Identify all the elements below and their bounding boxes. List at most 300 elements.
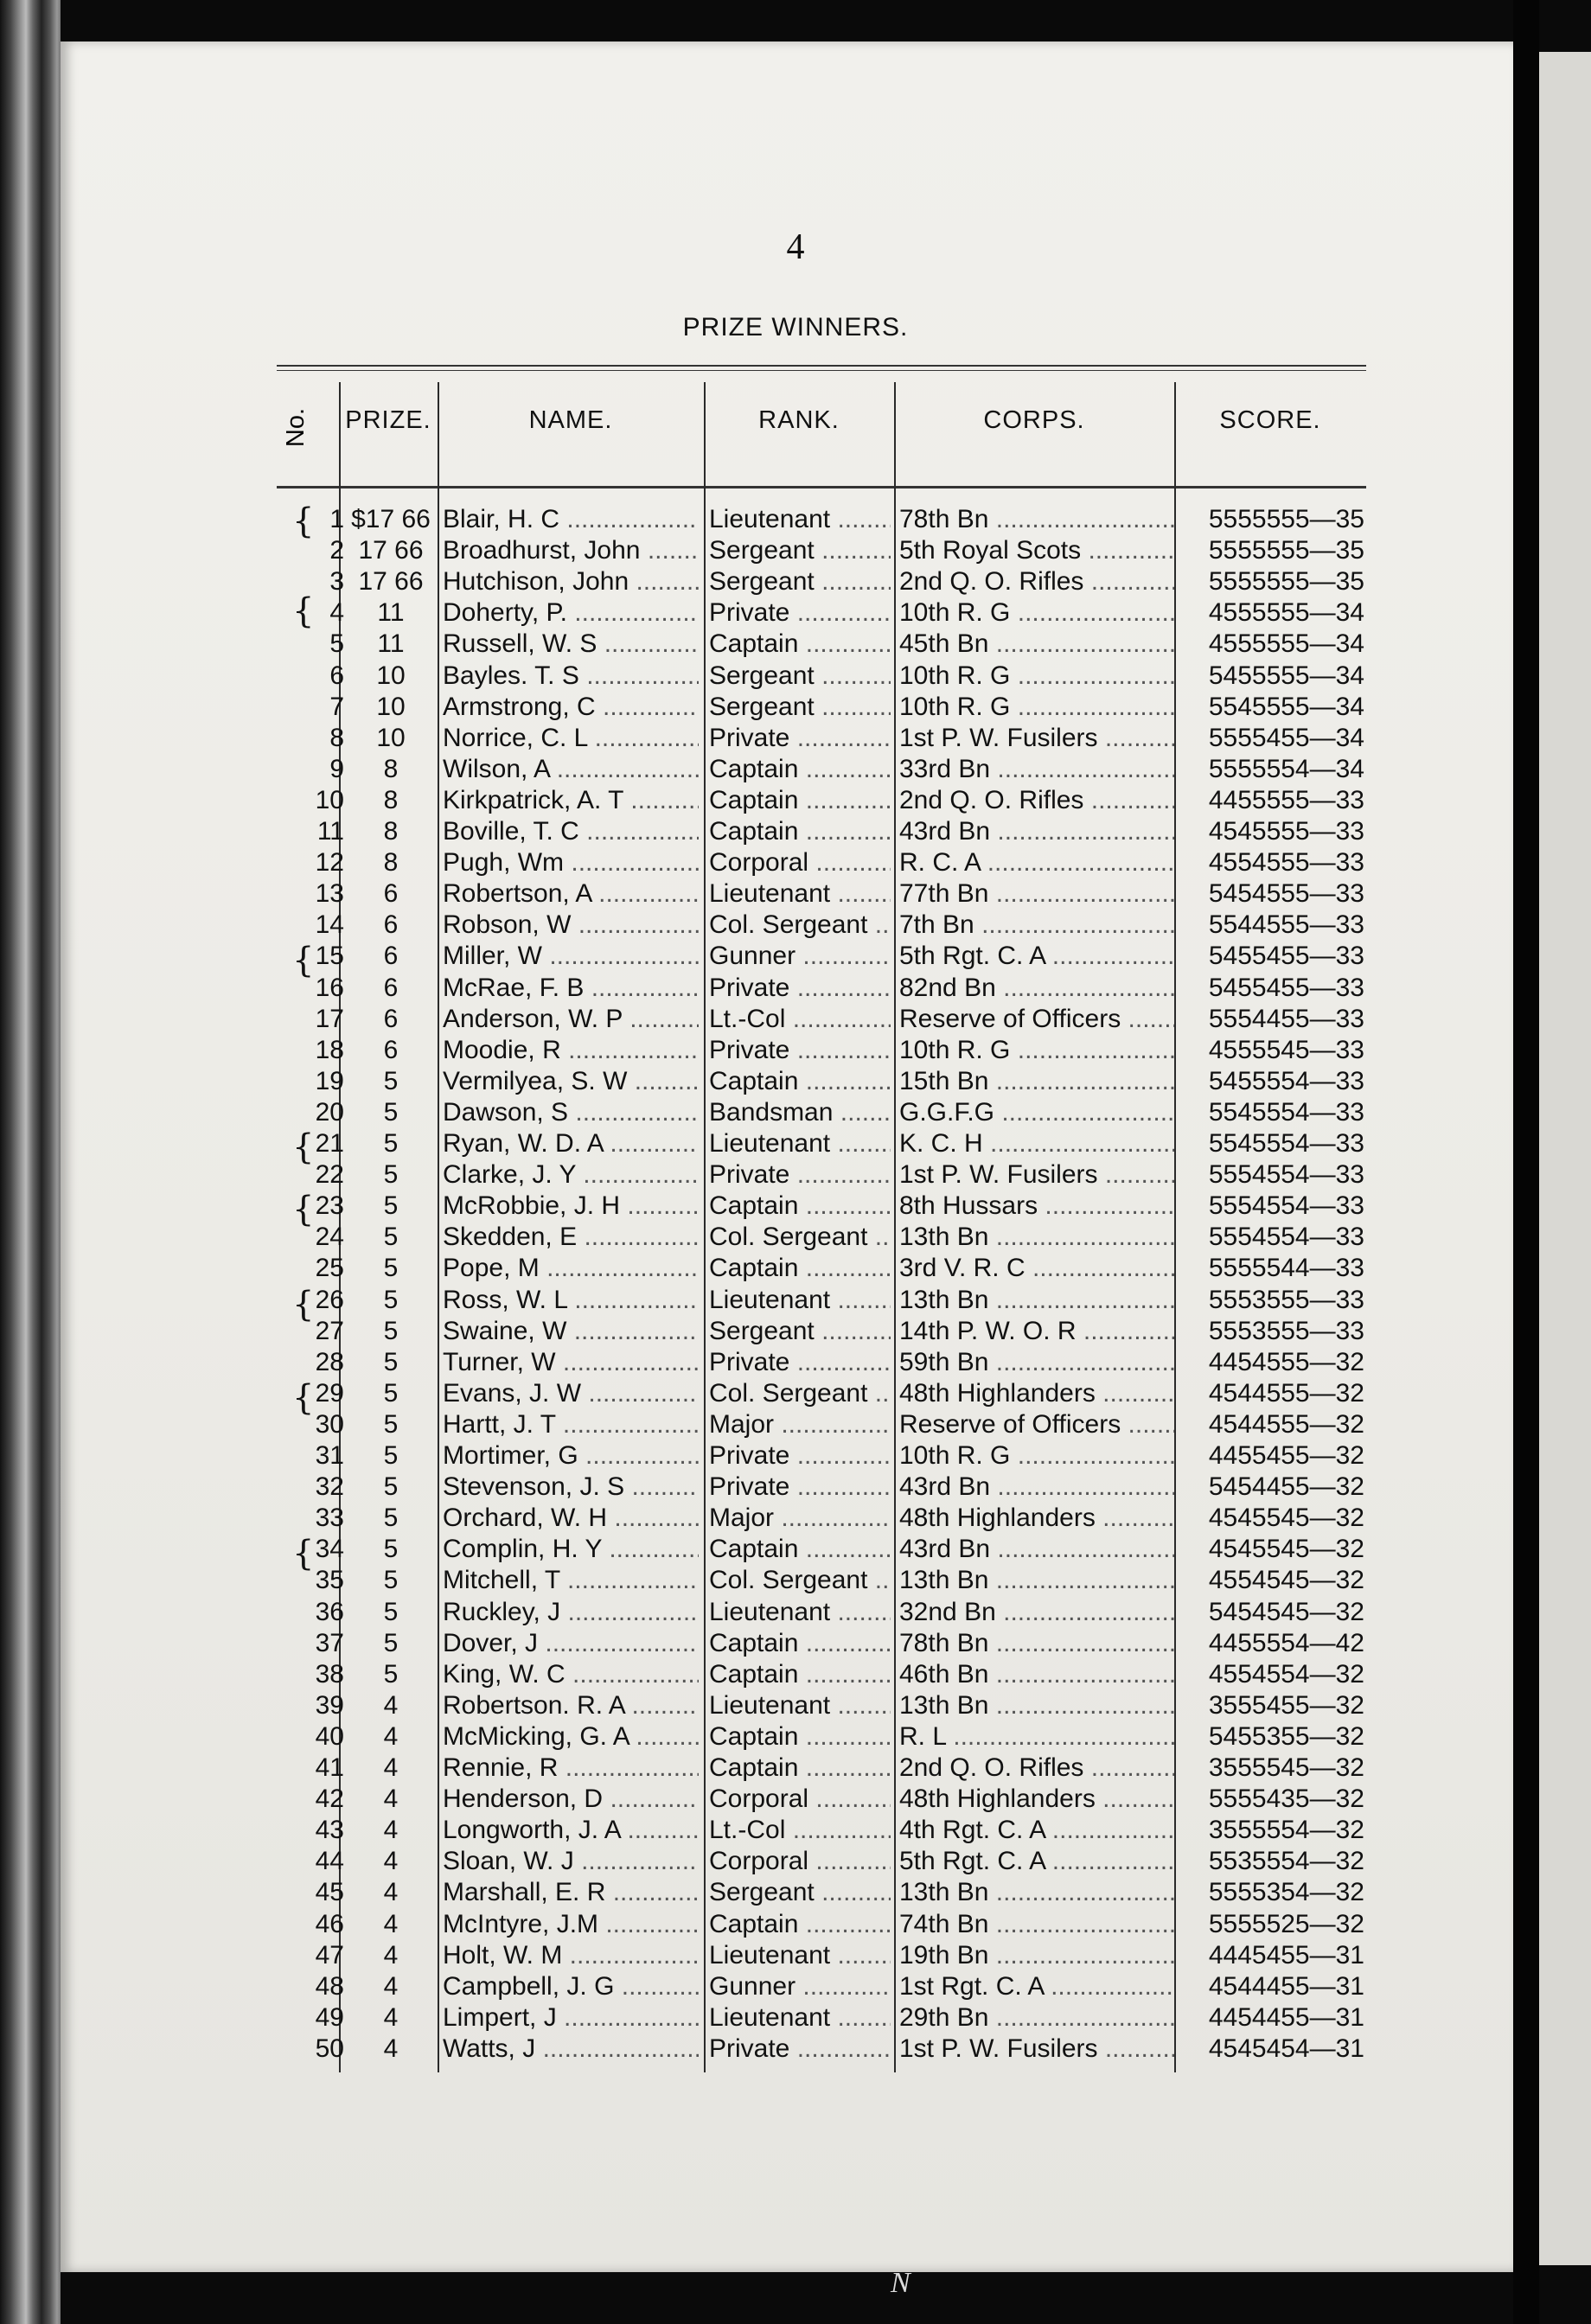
table-row (0, 786, 1591, 817)
row-corps: 13th Bn ..... (899, 1223, 1174, 1252)
row-corps: 59th Bn ..... (899, 1348, 1174, 1377)
row-name: Complin, H. Y ..... (443, 1535, 699, 1564)
row-corps: 82nd Bn ..... (899, 974, 1174, 1003)
row-corps: R. L ..... (899, 1722, 1174, 1752)
table-row (0, 755, 1591, 786)
row-prize: 5 (383, 1566, 399, 1595)
table-row (0, 1098, 1591, 1129)
row-number: 27 (315, 1316, 344, 1345)
row-rank: Lt.-Col ..... (709, 1816, 891, 1845)
row-prize: 5 (383, 1285, 399, 1314)
table-row (0, 1286, 1591, 1317)
row-score: 4555555—34 (1208, 629, 1364, 659)
row-number: 33 (315, 1504, 344, 1533)
row-score: 4555545—33 (1208, 1035, 1364, 1064)
row-score: 4544555—32 (1208, 1378, 1364, 1408)
row-rank: Captain ..... (709, 1191, 891, 1221)
row-rank: Captain ..... (709, 1722, 891, 1752)
row-rank: Private ..... (709, 974, 891, 1003)
row-corps: 48th Highlanders ..... (899, 1379, 1174, 1408)
table-row (0, 629, 1591, 661)
row-prize: 4 (383, 1721, 399, 1751)
row-score: 5535554—32 (1208, 1847, 1364, 1876)
row-rank: Lieutenant ..... (709, 1286, 891, 1315)
row-rank: Lt.-Col ..... (709, 1005, 891, 1034)
table-row (0, 1129, 1591, 1160)
row-name: Vermilyea, S. W ..... (443, 1067, 699, 1096)
row-score: 5555555—35 (1208, 536, 1364, 565)
row-corps: 1st P. W. Fusilers ..... (899, 1160, 1174, 1190)
row-name: Blair, H. C ..... (443, 505, 699, 534)
table-row (0, 848, 1591, 879)
row-corps: 13th Bn ..... (899, 1878, 1174, 1907)
row-rank: Major ..... (709, 1410, 891, 1440)
table-row (0, 942, 1591, 973)
row-number: 20 (315, 1097, 344, 1127)
table-row (0, 1629, 1591, 1660)
row-corps: 8th Hussars ..... (899, 1191, 1174, 1221)
row-name: Dawson, S ..... (443, 1098, 699, 1127)
row-number: 16 (315, 973, 344, 1002)
row-number: 5 (329, 629, 344, 659)
row-corps: Reserve of Officers ..... (899, 1005, 1174, 1034)
row-prize: 5 (383, 1441, 399, 1470)
row-rank: Lieutenant ..... (709, 1941, 891, 1970)
row-name: Orchard, W. H ..... (443, 1504, 699, 1533)
row-score: 3555545—32 (1208, 1753, 1364, 1782)
row-rank: Corporal ..... (709, 848, 891, 878)
table-row (0, 1504, 1591, 1535)
row-corps: R. C. A ..... (899, 848, 1174, 878)
row-score: 5455355—32 (1208, 1721, 1364, 1751)
row-score: 5553555—33 (1208, 1285, 1364, 1314)
tie-brace: { (292, 1285, 315, 1325)
row-corps: 10th R. G ..... (899, 661, 1174, 691)
row-prize: 5 (383, 1097, 399, 1127)
row-rank: Private ..... (709, 1441, 891, 1471)
row-rank: Private ..... (709, 598, 891, 628)
row-corps: 4th Rgt. C. A ..... (899, 1816, 1174, 1845)
row-rank: Gunner ..... (709, 942, 891, 971)
row-corps: 19th Bn ..... (899, 1941, 1174, 1970)
row-prize: 5 (383, 1347, 399, 1376)
row-score: 4445455—31 (1208, 1940, 1364, 1970)
header-name: NAME. (528, 406, 613, 434)
table-row (0, 1472, 1591, 1504)
table-row (0, 1191, 1591, 1223)
row-prize: 4 (383, 1690, 399, 1720)
table-row (0, 1972, 1591, 2003)
row-rank: Captain ..... (709, 1753, 891, 1783)
row-rank: Private ..... (709, 2034, 891, 2064)
row-name: Ross, W. L ..... (443, 1286, 699, 1315)
tie-brace: { (292, 941, 315, 980)
table-row (0, 2034, 1591, 2065)
row-corps: 10th R. G ..... (899, 1441, 1174, 1471)
row-corps: 29th Bn ..... (899, 2003, 1174, 2033)
row-corps: 77th Bn ..... (899, 879, 1174, 909)
row-name: Hutchison, John ..... (443, 567, 699, 597)
table-row (0, 2003, 1591, 2034)
row-rank: Sergeant ..... (709, 693, 891, 722)
row-corps: 5th Rgt. C. A ..... (899, 1847, 1174, 1876)
row-prize: 10 (376, 723, 406, 752)
row-prize: 6 (383, 973, 399, 1002)
table-row (0, 1722, 1591, 1753)
row-score: 5554554—33 (1208, 1223, 1364, 1252)
row-number: 19 (315, 1066, 344, 1095)
row-number: 3 (329, 567, 344, 597)
table-row (0, 1317, 1591, 1348)
row-score: 5545555—34 (1208, 692, 1364, 721)
row-rank: Sergeant ..... (709, 661, 891, 691)
row-number: 4 (329, 598, 344, 628)
row-number: 34 (315, 1535, 344, 1564)
table-row (0, 598, 1591, 629)
row-rank: Captain ..... (709, 1067, 891, 1096)
row-number: 37 (315, 1628, 344, 1657)
row-prize: 4 (383, 1971, 399, 2001)
table-row (0, 1379, 1591, 1410)
row-name: Hartt, J. T ..... (443, 1410, 699, 1440)
row-name: Skedden, E ..... (443, 1223, 699, 1252)
row-name: McIntyre, J.M ..... (443, 1910, 699, 1939)
row-score: 4454555—32 (1208, 1347, 1364, 1376)
row-rank: Col. Sergeant ..... (709, 910, 891, 940)
row-number: 49 (315, 2002, 344, 2032)
row-number: 26 (315, 1285, 344, 1314)
row-number: 36 (315, 1597, 344, 1626)
row-prize: 4 (383, 2034, 399, 2063)
row-score: 5555435—32 (1208, 1784, 1364, 1814)
row-prize: 6 (383, 1035, 399, 1064)
row-name: Clarke, J. Y ..... (443, 1160, 699, 1190)
table-row (0, 1067, 1591, 1098)
row-rank: Col. Sergeant ..... (709, 1223, 891, 1252)
row-rank: Sergeant ..... (709, 1878, 891, 1907)
row-name: Armstrong, C ..... (443, 693, 699, 722)
row-name: Watts, J ..... (443, 2034, 699, 2064)
table-row (0, 1910, 1591, 1941)
row-rank: Captain ..... (709, 1629, 891, 1658)
row-rank: Captain ..... (709, 1254, 891, 1283)
row-name: Bayles. T. S ..... (443, 661, 699, 691)
row-corps: Reserve of Officers ..... (899, 1410, 1174, 1440)
row-name: Doherty, P. ..... (443, 598, 699, 628)
row-name: Mortimer, G ..... (443, 1441, 699, 1471)
row-corps: 78th Bn ..... (899, 1629, 1174, 1658)
row-prize: $17 66 (351, 505, 431, 533)
row-rank: Col. Sergeant ..... (709, 1379, 891, 1408)
row-score: 4544455—31 (1208, 1971, 1364, 2001)
row-name: Norrice, C. L ..... (443, 724, 699, 753)
table-row (0, 661, 1591, 693)
row-prize: 4 (383, 1909, 399, 1938)
row-corps: G.G.F.G ..... (899, 1098, 1174, 1127)
row-score: 5555544—33 (1208, 1254, 1364, 1283)
row-prize: 8 (383, 848, 399, 878)
row-name: Moodie, R ..... (443, 1036, 699, 1065)
tie-brace: { (292, 1534, 315, 1574)
row-corps: 1st P. W. Fusilers ..... (899, 2034, 1174, 2064)
row-prize: 11 (377, 629, 405, 659)
row-number: 31 (315, 1441, 344, 1470)
row-score: 4544555—32 (1208, 1409, 1364, 1439)
row-name: Longworth, J. A ..... (443, 1816, 699, 1845)
row-corps: 33rd Bn ..... (899, 755, 1174, 784)
row-number: 9 (329, 754, 344, 783)
row-number: 18 (315, 1035, 344, 1064)
row-prize: 5 (383, 1066, 399, 1095)
row-rank: Captain ..... (709, 786, 891, 815)
row-corps: 10th R. G ..... (899, 598, 1174, 628)
header-corps: CORPS. (983, 406, 1085, 434)
row-score: 4454455—31 (1208, 2002, 1364, 2032)
row-name: Mitchell, T ..... (443, 1566, 699, 1595)
row-number: 39 (315, 1690, 344, 1720)
row-corps: 2nd Q. O. Rifles ..... (899, 567, 1174, 597)
table-row (0, 536, 1591, 567)
table-row (0, 1878, 1591, 1909)
row-prize: 5 (383, 1628, 399, 1657)
row-score: 5544555—33 (1208, 910, 1364, 940)
page-number: 4 (786, 227, 805, 267)
row-rank: Captain ..... (709, 755, 891, 784)
row-number: 17 (315, 1004, 344, 1033)
row-score: 5555525—32 (1208, 1909, 1364, 1938)
row-corps: 13th Bn ..... (899, 1566, 1174, 1595)
row-corps: 1st Rgt. C. A ..... (899, 1972, 1174, 2002)
table-row (0, 1784, 1591, 1816)
row-prize: 5 (383, 1535, 399, 1564)
row-number: 7 (329, 692, 344, 721)
row-number: 35 (315, 1566, 344, 1595)
row-corps: 2nd Q. O. Rifles ..... (899, 1753, 1174, 1783)
row-rank: Sergeant ..... (709, 567, 891, 597)
row-rank: Lieutenant ..... (709, 505, 891, 534)
row-name: McMicking, G. A ..... (443, 1722, 699, 1752)
row-name: Rennie, R ..... (443, 1753, 699, 1783)
row-score: 4545545—32 (1208, 1504, 1364, 1533)
row-name: Robertson, A ..... (443, 879, 699, 909)
table-row (0, 1410, 1591, 1441)
row-number: 14 (315, 910, 344, 940)
row-prize: 6 (383, 910, 399, 940)
row-corps: 13th Bn ..... (899, 1286, 1174, 1315)
row-number: 46 (315, 1909, 344, 1938)
row-rank: Col. Sergeant ..... (709, 1566, 891, 1595)
row-prize: 4 (383, 1940, 399, 1970)
row-rank: Lieutenant ..... (709, 1598, 891, 1627)
row-score: 4545454—31 (1208, 2034, 1364, 2063)
row-number: 30 (315, 1409, 344, 1439)
row-name: Pugh, Wm ..... (443, 848, 699, 878)
row-corps: 14th P. W. O. R ..... (899, 1317, 1174, 1346)
row-number: 24 (315, 1223, 344, 1252)
row-score: 5545554—33 (1208, 1129, 1364, 1158)
row-rank: Captain ..... (709, 817, 891, 846)
row-score: 5555354—32 (1208, 1878, 1364, 1907)
row-prize: 4 (383, 1847, 399, 1876)
row-name: Miller, W ..... (443, 942, 699, 971)
row-number: 43 (315, 1816, 344, 1845)
table-row (0, 724, 1591, 755)
top-rule-thin (277, 370, 1366, 371)
row-score: 5454455—32 (1208, 1472, 1364, 1502)
row-corps: 10th R. G ..... (899, 693, 1174, 722)
row-number: 44 (315, 1847, 344, 1876)
tie-brace: { (292, 1378, 315, 1418)
row-corps: 48th Highlanders ..... (899, 1784, 1174, 1814)
row-corps: 43rd Bn ..... (899, 1535, 1174, 1564)
row-score: 4555555—34 (1208, 598, 1364, 628)
row-score: 5555555—35 (1208, 567, 1364, 597)
row-number: 8 (329, 723, 344, 752)
tie-brace: { (292, 501, 315, 541)
row-number: 47 (315, 1940, 344, 1970)
row-corps: 3rd V. R. C ..... (899, 1254, 1174, 1283)
row-prize: 11 (377, 598, 405, 628)
header-no: No. (282, 407, 310, 448)
row-rank: Lieutenant ..... (709, 879, 891, 909)
row-score: 5554455—33 (1208, 1004, 1364, 1033)
tie-brace: { (292, 591, 315, 631)
row-corps: 74th Bn ..... (899, 1910, 1174, 1939)
row-prize: 5 (383, 1597, 399, 1626)
table-row (0, 1254, 1591, 1285)
row-number: 23 (315, 1191, 344, 1221)
row-number: 1 (329, 505, 344, 533)
row-corps: 13th Bn ..... (899, 1691, 1174, 1721)
row-rank: Sergeant ..... (709, 536, 891, 565)
row-prize: 8 (383, 754, 399, 783)
table-row (0, 693, 1591, 724)
row-corps: 46th Bn ..... (899, 1660, 1174, 1689)
row-score: 5545554—33 (1208, 1097, 1364, 1127)
row-number: 12 (315, 848, 344, 878)
row-prize: 4 (383, 1816, 399, 1845)
row-score: 3555455—32 (1208, 1690, 1364, 1720)
row-corps: 2nd Q. O. Rifles ..... (899, 786, 1174, 815)
row-rank: Bandsman ..... (709, 1098, 891, 1127)
row-name: Stevenson, J. S ..... (443, 1472, 699, 1502)
row-number: 45 (315, 1878, 344, 1907)
row-number: 29 (315, 1378, 344, 1408)
table-row (0, 1223, 1591, 1254)
row-corps: 45th Bn ..... (899, 629, 1174, 659)
row-prize: 5 (383, 1254, 399, 1283)
row-number: 42 (315, 1784, 344, 1814)
row-corps: 48th Highlanders ..... (899, 1504, 1174, 1533)
row-score: 4455555—33 (1208, 785, 1364, 814)
row-name: Marshall, E. R ..... (443, 1878, 699, 1907)
row-prize: 5 (383, 1659, 399, 1689)
row-rank: Sergeant ..... (709, 1317, 891, 1346)
row-number: 10 (315, 785, 344, 814)
row-name: McRae, F. B ..... (443, 974, 699, 1003)
table-row (0, 817, 1591, 848)
table-row (0, 1753, 1591, 1784)
row-prize: 5 (383, 1504, 399, 1533)
row-number: 13 (315, 879, 344, 909)
row-prize: 8 (383, 817, 399, 846)
row-score: 4554554—32 (1208, 1659, 1364, 1689)
row-prize: 5 (383, 1191, 399, 1221)
row-rank: Lieutenant ..... (709, 1691, 891, 1721)
row-prize: 5 (383, 1316, 399, 1345)
row-prize: 10 (376, 692, 406, 721)
table-row (0, 1598, 1591, 1629)
row-number: 32 (315, 1472, 344, 1502)
row-score: 4455554—42 (1208, 1628, 1364, 1657)
row-corps: 78th Bn ..... (899, 505, 1174, 534)
row-name: Turner, W ..... (443, 1348, 699, 1377)
row-rank: Lieutenant ..... (709, 2003, 891, 2033)
row-name: Limpert, J ..... (443, 2003, 699, 2033)
row-score: 5555554—34 (1208, 754, 1364, 783)
row-corps: 5th Rgt. C. A ..... (899, 942, 1174, 971)
footer-mark: N (891, 2267, 911, 2299)
row-prize: 5 (383, 1223, 399, 1252)
row-corps: 43rd Bn ..... (899, 1472, 1174, 1502)
table-row (0, 974, 1591, 1005)
row-name: Ryan, W. D. A ..... (443, 1129, 699, 1159)
row-name: Wilson, A ..... (443, 755, 699, 784)
row-corps: 10th R. G ..... (899, 1036, 1174, 1065)
table-row (0, 1036, 1591, 1067)
page-title: PRIZE WINNERS. (682, 313, 909, 342)
row-prize: 6 (383, 1004, 399, 1033)
table-row (0, 910, 1591, 942)
row-prize: 10 (376, 661, 406, 690)
row-corps: K. C. H ..... (899, 1129, 1174, 1159)
row-rank: Captain ..... (709, 629, 891, 659)
row-score: 4554545—32 (1208, 1566, 1364, 1595)
row-prize: 4 (383, 1878, 399, 1907)
row-score: 5554554—33 (1208, 1191, 1364, 1221)
row-score: 5455455—33 (1208, 973, 1364, 1002)
row-rank: Private ..... (709, 1160, 891, 1190)
row-rank: Captain ..... (709, 1910, 891, 1939)
row-prize: 5 (383, 1472, 399, 1502)
row-rank: Lieutenant ..... (709, 1129, 891, 1159)
row-prize: 5 (383, 1129, 399, 1158)
row-rank: Corporal ..... (709, 1847, 891, 1876)
row-number: 40 (315, 1721, 344, 1751)
row-number: 28 (315, 1347, 344, 1376)
row-rank: Major ..... (709, 1504, 891, 1533)
row-name: Campbell, J. G ..... (443, 1972, 699, 2002)
row-prize: 6 (383, 879, 399, 909)
row-number: 41 (315, 1753, 344, 1782)
row-number: 6 (329, 661, 344, 690)
row-name: Robertson. R. A ..... (443, 1691, 699, 1721)
row-corps: 1st P. W. Fusilers ..... (899, 724, 1174, 753)
row-prize: 4 (383, 1784, 399, 1814)
table-row (0, 1691, 1591, 1722)
header-rank: RANK. (758, 406, 840, 434)
table-row (0, 1441, 1591, 1472)
row-score: 5455554—33 (1208, 1066, 1364, 1095)
row-name: McRobbie, J. H ..... (443, 1191, 699, 1221)
table-row (0, 1847, 1591, 1878)
row-name: King, W. C ..... (443, 1660, 699, 1689)
top-rule (277, 365, 1366, 367)
row-rank: Captain ..... (709, 1535, 891, 1564)
row-number: 25 (315, 1254, 344, 1283)
row-name: Ruckley, J ..... (443, 1598, 699, 1627)
row-rank: Gunner ..... (709, 1972, 891, 2002)
